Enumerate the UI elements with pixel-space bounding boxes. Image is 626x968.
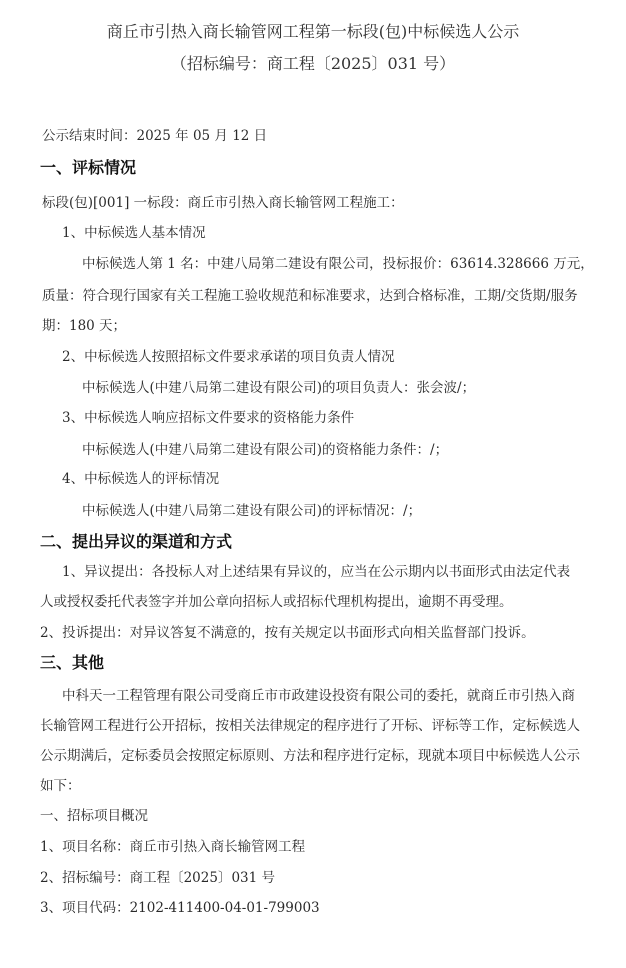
project-name: 1、项目名称：商丘市引热入商长输管网工程 (40, 839, 306, 855)
other-line1: 中科天一工程管理有限公司受商丘市市政建设投资有限公司的委托，就商丘市引热入商 (62, 688, 575, 704)
page-title: 商丘市引热入商长输管网工程第一标段(包)中标候选人公示 (106, 22, 520, 41)
lot-description: 标段(包)[001] 一标段：商丘市引热入商长输管网工程施工： (42, 195, 404, 211)
objection-line2: 人或授权委托代表签字并加公章向招标人或招标代理机构提出，逾期不再受理。 (40, 594, 513, 610)
item4-body: 中标候选人(中建八局第二建设有限公司)的评标情况：/； (82, 503, 422, 519)
item4-title: 4、中标候选人的评标情况 (62, 471, 220, 487)
item1-title: 1、中标候选人基本情况 (62, 225, 206, 241)
section2-heading: 二、提出异议的渠道和方式 (40, 532, 233, 551)
item1-line2: 质量：符合现行国家有关工程施工验收规范和标准要求，达到合格标准，工期/交货期/服务 (42, 288, 578, 304)
complaint-line: 2、投诉提出：对异议答复不满意的，按有关规定以书面形式向相关监督部门投诉。 (40, 625, 535, 641)
section3-heading: 三、其他 (40, 653, 105, 672)
other-line2: 长输管网工程进行公开招标，按相关法律规定的程序进行了开标、评标等工作，定标候选人 (40, 718, 580, 734)
other-line4: 如下： (40, 778, 81, 794)
tender-number-info: 2、招标编号：商工程〔2025〕031 号 (40, 870, 276, 886)
item2-body: 中标候选人(中建八局第二建设有限公司)的项目负责人：张会波/； (82, 380, 476, 396)
other-line3: 公示期满后，定标委员会按照定标原则、方法和程序进行定标，现就本项目中标候选人公示 (40, 748, 580, 764)
end-time: 公示结束时间：2025 年 05 月 12 日 (42, 128, 268, 144)
project-overview-heading: 一、招标项目概况 (40, 808, 148, 824)
item1-line3: 期：180 天； (42, 318, 127, 334)
item3-body: 中标候选人(中建八局第二建设有限公司)的资格能力条件：/； (82, 442, 449, 458)
project-code: 3、项目代码：2102-411400-04-01-799003 (40, 900, 320, 916)
section1-heading: 一、评标情况 (40, 158, 137, 177)
item1-line1: 中标候选人第 1 名：中建八局第二建设有限公司，投标报价：63614.328666 万元， (82, 256, 594, 272)
item2-title: 2、中标候选人按照招标文件要求承诺的项目负责人情况 (62, 349, 395, 365)
item3-title: 3、中标候选人响应招标文件要求的资格能力条件 (62, 410, 355, 426)
objection-line1: 1、异议提出：各投标人对上述结果有异议的，应当在公示期内以书面形式由法定代表 (62, 564, 571, 580)
tender-number: （招标编号：商工程〔2025〕031 号） (170, 54, 456, 73)
